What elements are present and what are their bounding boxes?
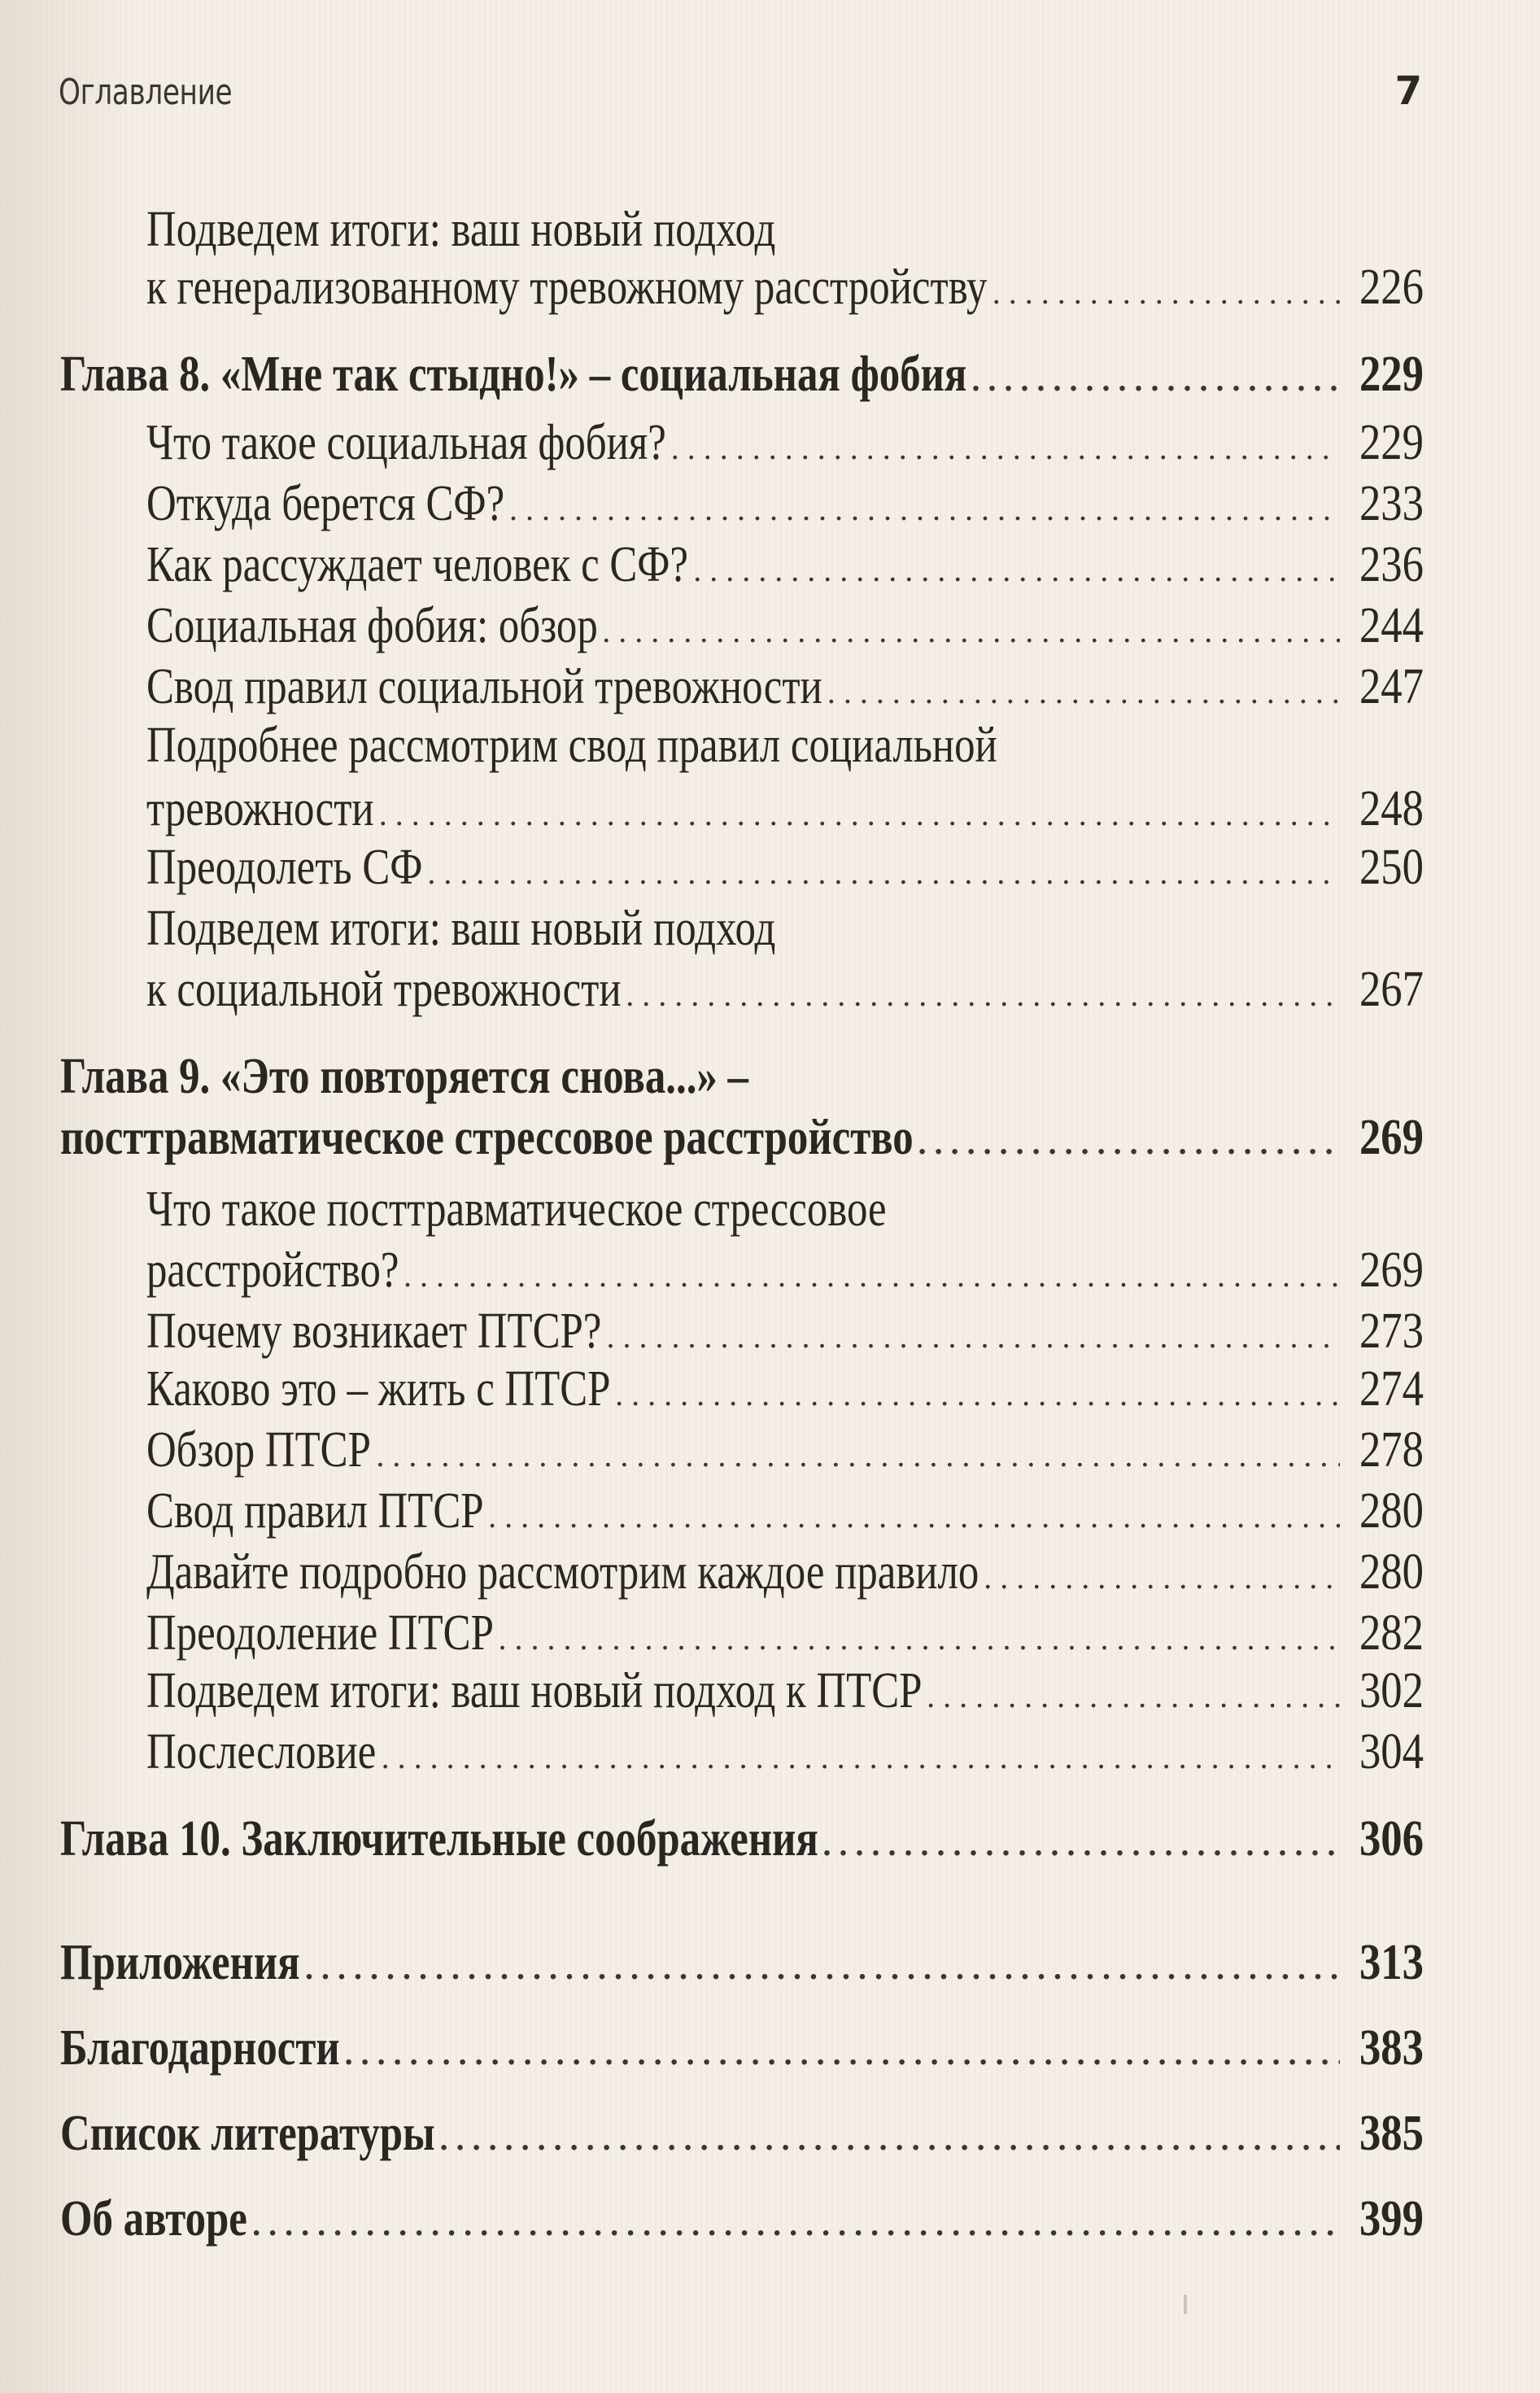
toc-entry-title: Преодоление ПТСР (146, 1605, 494, 1661)
toc-entry[interactable] (146, 1421, 1424, 1479)
toc-entry[interactable] (146, 474, 1424, 533)
toc-page-number: 302 (1359, 1663, 1424, 1718)
toc-page-number: 267 (1359, 962, 1424, 1017)
toc-chapter-title: Благодарности (60, 2020, 340, 2076)
toc-entry[interactable] (146, 1723, 1424, 1781)
toc-chapter-entry[interactable] (60, 1810, 1424, 1868)
toc-backmatter-entry[interactable] (60, 2190, 1424, 2248)
dot-leader (626, 960, 1340, 1024)
toc-entry-title: тревожности (146, 781, 374, 836)
toc-page-number: 248 (1359, 781, 1424, 836)
toc-backmatter-entry[interactable] (60, 2104, 1424, 2163)
dot-leader (252, 2190, 1340, 2254)
toc-page-number: 278 (1359, 1422, 1424, 1478)
toc-chapter-title: посттравматическое стрессовое расстройство (60, 1110, 914, 1165)
toc-entry[interactable] (146, 535, 1424, 594)
toc-chapter-entry[interactable] (60, 1108, 1424, 1167)
dot-leader (498, 1604, 1340, 1668)
dot-leader (404, 1241, 1340, 1305)
toc-chapter-title: Глава 8. «Мне так стыдно!» – социальная фобия (60, 347, 967, 402)
toc-entry[interactable] (146, 1482, 1424, 1540)
toc-page-number: 269 (1359, 1242, 1424, 1298)
toc-entry[interactable] (146, 596, 1424, 655)
toc-entry-title: Каково это – жить с ПТСР (146, 1361, 611, 1417)
dot-leader (693, 535, 1340, 600)
toc-page-number: 280 (1359, 1483, 1424, 1539)
running-head: Оглавление (59, 72, 233, 113)
toc-entry[interactable] (146, 838, 1424, 897)
toc-page-number: 250 (1359, 840, 1424, 895)
toc-entry-title: Как рассуждает человек с СФ? (146, 537, 688, 592)
toc-entry[interactable] (146, 1241, 1424, 1299)
toc-page-number: 236 (1359, 537, 1424, 592)
toc-page-number: 383 (1359, 2020, 1424, 2076)
page-number: 7 (1394, 68, 1422, 114)
dot-leader (971, 345, 1340, 409)
dot-leader (509, 474, 1340, 539)
dot-leader (345, 2019, 1340, 2083)
toc-chapter-title: Глава 10. Заключительные соображения (60, 1811, 818, 1867)
toc-entry-title: Что такое посттравматическое стрессовое (146, 1181, 887, 1237)
toc-entry[interactable] (146, 258, 1424, 317)
dot-leader (602, 596, 1340, 661)
toc-chapter-title: Глава 9. «Это повторяется снова...» – (60, 1049, 748, 1104)
toc-chapter-title: Приложения (60, 1935, 300, 1990)
toc-entry-title: Подведем итоги: ваш новый подход (146, 202, 776, 257)
toc-page-number: 385 (1359, 2106, 1424, 2161)
toc-backmatter-entry[interactable] (60, 2019, 1424, 2077)
toc-entry[interactable] (146, 1662, 1424, 1720)
toc-entry[interactable] (146, 1360, 1424, 1418)
toc-entry-line (146, 899, 1424, 958)
toc-page-number: 247 (1359, 659, 1424, 714)
toc-entry-title: расстройство? (146, 1242, 399, 1298)
dot-leader (440, 2104, 1340, 2168)
toc-page-number: 233 (1359, 476, 1424, 531)
toc-entry-line (146, 1180, 1424, 1238)
toc-entry-title: Почему возникает ПТСР? (146, 1303, 602, 1359)
dot-leader (992, 258, 1340, 322)
toc-chapter-title: Об авторе (60, 2191, 247, 2247)
toc-entry[interactable] (146, 779, 1424, 838)
toc-chapter-entry-line (60, 1047, 1424, 1106)
toc-entry-title: к социальной тревожности (146, 962, 622, 1017)
toc-entry[interactable] (146, 1604, 1424, 1662)
paper-mark (1184, 2295, 1187, 2314)
dot-leader (615, 1360, 1340, 1424)
toc-entry-title: Давайте подробно рассмотрим каждое правило (146, 1544, 979, 1600)
toc-entry-title: Послесловие (146, 1724, 377, 1779)
toc-entry-title: Свод правил социальной тревожности (146, 659, 822, 714)
toc-page-number: 229 (1359, 415, 1424, 470)
toc-entry[interactable] (146, 960, 1424, 1019)
toc-page-number: 226 (1359, 260, 1424, 315)
toc-page-number: 273 (1359, 1303, 1424, 1359)
toc-entry-title: Свод правил ПТСР (146, 1483, 484, 1539)
toc-page-number: 306 (1359, 1811, 1424, 1867)
dot-leader (488, 1482, 1340, 1546)
toc-page-number: 280 (1359, 1544, 1424, 1600)
toc-entry-title: Обзор ПТСР (146, 1422, 371, 1478)
dot-leader (606, 1302, 1340, 1366)
dot-leader (671, 413, 1340, 478)
toc-chapter-title: Список литературы (60, 2106, 435, 2161)
dot-leader (927, 1662, 1340, 1726)
toc-entry-title: Подведем итоги: ваш новый подход к ПТСР (146, 1663, 923, 1718)
toc-page-number: 269 (1359, 1110, 1424, 1165)
toc-page-number: 229 (1359, 347, 1424, 402)
toc-entry-title: Социальная фобия: обзор (146, 598, 598, 653)
toc-entry[interactable] (146, 1543, 1424, 1601)
toc-entry[interactable] (146, 1302, 1424, 1360)
toc-entry-line (146, 716, 1424, 775)
toc-entry-title: Что такое социальная фобия? (146, 415, 666, 470)
dot-leader (382, 1723, 1340, 1787)
toc-entry[interactable] (146, 657, 1424, 716)
toc-page-number: 282 (1359, 1605, 1424, 1661)
dot-leader (827, 657, 1340, 722)
dot-leader (984, 1543, 1340, 1607)
toc-entry-title: Подведем итоги: ваш новый подход (146, 901, 776, 956)
dot-leader (376, 1421, 1340, 1485)
toc-entry-title: к генерализованному тревожному расстройству (146, 260, 988, 315)
toc-page-number: 274 (1359, 1361, 1424, 1417)
toc-entry-title: Откуда берется СФ? (146, 476, 505, 531)
dot-leader (427, 838, 1340, 902)
dot-leader (305, 1933, 1340, 1998)
dot-leader (822, 1810, 1340, 1874)
toc-backmatter-entry[interactable] (60, 1933, 1424, 1992)
toc-entry-title: Преодолеть СФ (146, 840, 423, 895)
toc-page-number: 244 (1359, 598, 1424, 653)
toc-entry-line (146, 200, 1424, 259)
dot-leader (379, 779, 1340, 844)
dot-leader (918, 1108, 1340, 1172)
toc-page-number: 399 (1359, 2191, 1424, 2247)
toc-chapter-entry[interactable] (60, 345, 1424, 404)
toc-page-number: 304 (1359, 1724, 1424, 1779)
toc-page-number: 313 (1359, 1935, 1424, 1990)
toc-entry-title: Подробнее рассмотрим свод правил социальной (146, 718, 997, 773)
toc-entry[interactable] (146, 413, 1424, 472)
